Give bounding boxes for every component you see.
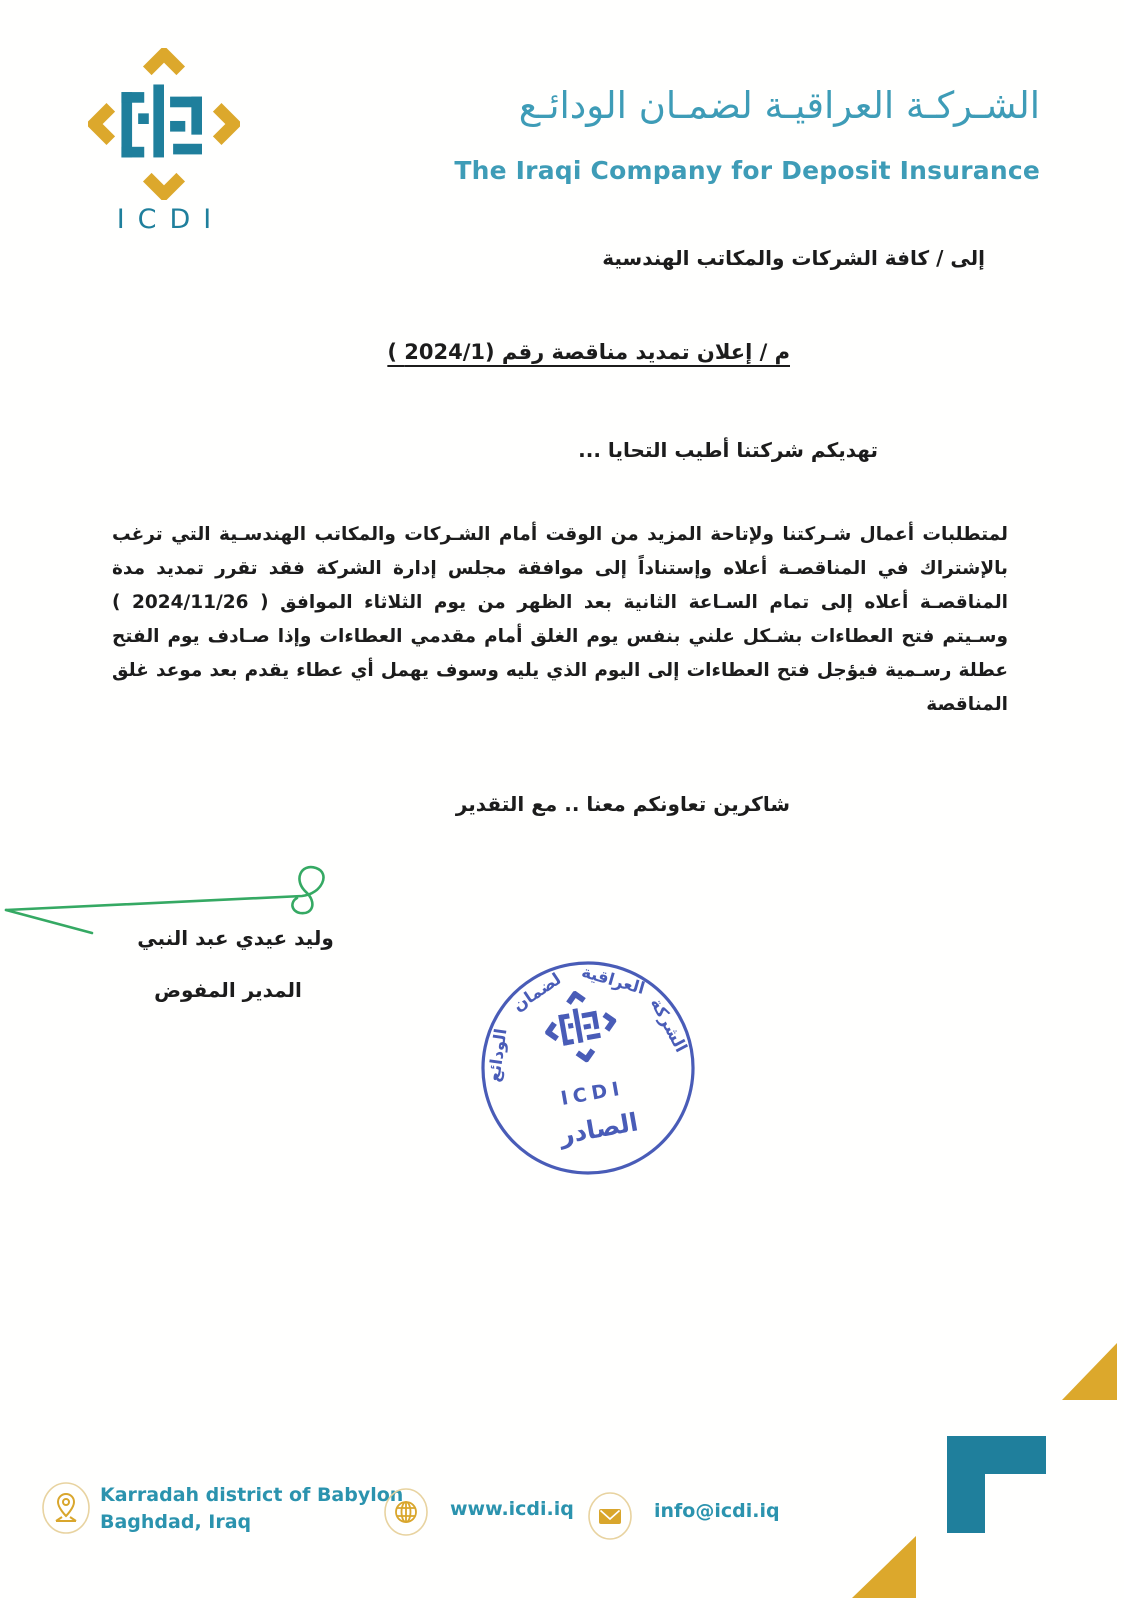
stamp-ring-word: العراقية (579, 962, 647, 999)
footer-address (100, 1482, 403, 1536)
company-name-english: The Iraqi Company for Deposit Insurance (454, 156, 1040, 185)
globe-icon (382, 1486, 430, 1538)
body-paragraph: لمتطلبات أعمال شـركتنا ولإتاحة المزيد من الوقت أمام الشـركات والمكاتب الهندسـية التي ترغب بالإشتراك في المناقصـة أعلاه وإستناداً إلى موافقة مجلس إدارة الشركة فقد تقرر تمديد مدة المناقصـة أعلاه إلى تمام السـاعة الثانية بعد الظهر من يوم الثلاثاء الموافق ( 2024/11/26 ) وسـيتم فتح العطاءات بشـكل علني بنفس يوم الغلق أمام مقدمي العطاءات وإذا صـادف يوم الفتح عطلة رسـمية فيؤجل فتح العطاءات إلى اليوم الذي يليه وسوف يهمل أي عطاء يقدم بعد موعد غلق المناقصة (112, 524, 1008, 715)
footer-email: info@icdi.iq (654, 1500, 780, 1522)
stamp-ring-word: الودائع (484, 1027, 511, 1084)
stamp-org-text: ICDI (559, 1077, 626, 1110)
recipient-line: إلى / كافة الشركات والمكاتب الهندسية (602, 246, 985, 270)
icdi-logo-icon (88, 48, 240, 200)
logo-text: ICDI (116, 204, 225, 235)
greeting-line: تهديكم شركتنا أطيب التحايا ... (578, 438, 878, 462)
footer-address-line1: Karradah district of Babylon (100, 1484, 404, 1506)
email-icon (586, 1490, 634, 1542)
subject-line: م / إعلان تمديد مناقصة رقم (2024/1 ) (387, 340, 790, 364)
signer-name: وليد عيدي عبد النبي (137, 926, 334, 950)
corner-decoration (840, 1320, 1124, 1600)
closing-line: شاكرين تعاونكم معنا .. مع التقدير (455, 792, 790, 816)
corner-gold-triangle-top (1062, 1343, 1117, 1400)
stamp-ring-word: الشركة (646, 994, 691, 1056)
footer-website: www.icdi.iq (450, 1498, 574, 1520)
official-stamp (464, 944, 712, 1192)
corner-teal-angle (947, 1436, 1046, 1533)
location-pin-icon (40, 1480, 92, 1536)
stamp-logo-icon (542, 988, 619, 1065)
footer-address-line2: Baghdad, Iraq (100, 1511, 252, 1533)
stamp-bottom-text: الصادر (557, 1107, 641, 1150)
signer-title: المدير المفوض (154, 978, 302, 1002)
corner-gold-triangle-bottom (852, 1536, 916, 1598)
stamp-ring-word: لضمان (509, 969, 565, 1016)
company-name-arabic: الشـركـة العراقيـة لضمـان الودائـع (518, 84, 1040, 127)
